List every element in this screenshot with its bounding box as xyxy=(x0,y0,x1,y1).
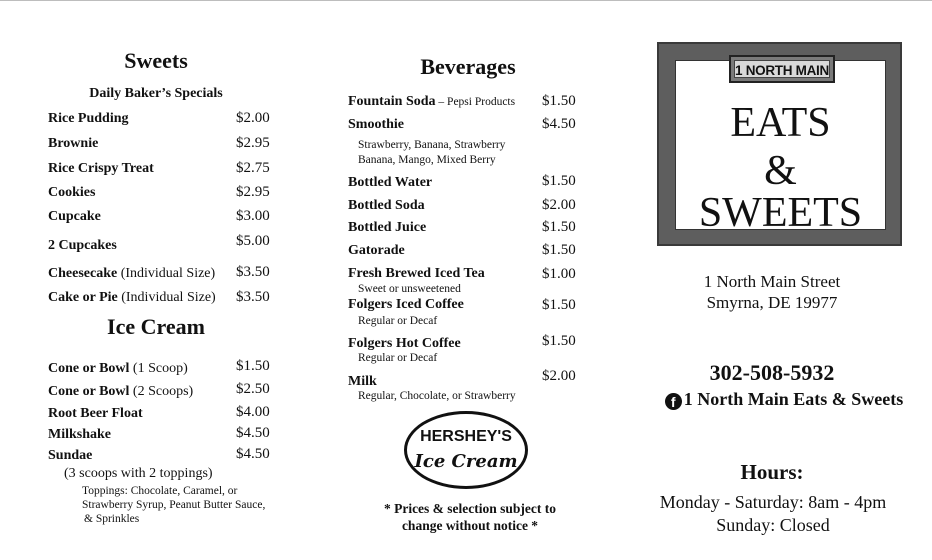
list-item: Cookies xyxy=(48,185,96,200)
list-item: Root Beer Float xyxy=(48,406,143,421)
list-item: Fountain Soda – Pepsi Products xyxy=(348,94,516,109)
list-item: Cake or Pie (Individual Size) xyxy=(48,290,216,305)
sign-word: SWEETS xyxy=(698,190,863,236)
list-item: Smoothie xyxy=(348,117,404,132)
sundae-detail: (3 scoops with 2 toppings) xyxy=(64,466,213,481)
price: $2.50 xyxy=(236,381,270,397)
disclaimer-line: * Prices & selection subject to xyxy=(383,501,557,516)
toppings-line: Strawberry Syrup, Peanut Butter Sauce, xyxy=(82,499,266,511)
price: $2.95 xyxy=(236,135,270,151)
price: $1.50 xyxy=(542,219,576,235)
hot-coffee-note: Regular or Decaf xyxy=(358,352,438,364)
beverages-heading: Beverages xyxy=(420,54,516,79)
list-item: Brownie xyxy=(48,136,99,151)
phone-number: 302-508-5932 xyxy=(709,360,835,385)
list-item: Gatorade xyxy=(348,243,405,258)
price: $1.50 xyxy=(542,333,576,349)
list-item: Cone or Bowl (1 Scoop) xyxy=(48,361,188,376)
hours-sunday: Sunday: Closed xyxy=(716,515,830,535)
price: $4.00 xyxy=(236,404,270,420)
price: $2.75 xyxy=(236,160,270,176)
hours-title: Hours: xyxy=(740,460,804,484)
sign-word: & xyxy=(764,148,797,194)
price: $5.00 xyxy=(236,233,270,249)
bakers-specials-subheading: Daily Baker’s Specials xyxy=(89,86,223,101)
price: $2.00 xyxy=(542,197,576,213)
iced-tea-note: Sweet or unsweetened xyxy=(358,283,461,295)
list-item: Bottled Soda xyxy=(348,198,425,213)
hersheys-ice-cream-logo xyxy=(404,411,528,489)
hours-weekdays: Monday - Saturday: 8am - 4pm xyxy=(659,492,887,512)
address-line: Smyrna, DE 19977 xyxy=(706,293,838,312)
list-item: Bottled Water xyxy=(348,175,433,190)
disclaimer-line: change without notice * xyxy=(401,518,539,533)
logo-brand: HERSHEY'S xyxy=(420,428,512,445)
list-item: Folgers Iced Coffee xyxy=(348,297,464,312)
price: $4.50 xyxy=(236,425,270,441)
list-item: Fresh Brewed Iced Tea xyxy=(348,266,485,281)
list-item: Milk xyxy=(348,374,377,389)
milk-note: Regular, Chocolate, or Strawberry xyxy=(358,390,516,402)
list-item: Rice Pudding xyxy=(48,111,129,126)
logo-sub: Ice Cream xyxy=(414,451,518,472)
list-item: Bottled Juice xyxy=(348,220,427,235)
price: $1.50 xyxy=(542,297,576,313)
list-item: Cupcake xyxy=(48,209,101,224)
price: $4.50 xyxy=(542,116,576,132)
price: $4.50 xyxy=(236,446,270,462)
price: $3.00 xyxy=(236,208,270,224)
price: $2.00 xyxy=(542,368,576,384)
address-line: 1 North Main Street xyxy=(703,272,841,291)
sign-word: EATS xyxy=(730,100,831,146)
ice-cream-heading: Ice Cream xyxy=(107,314,205,339)
smoothie-flavors: Banana, Mango, Mixed Berry xyxy=(358,154,496,166)
sweets-heading: Sweets xyxy=(124,48,188,73)
list-item: Folgers Hot Coffee xyxy=(348,336,461,351)
list-item: Cone or Bowl (2 Scoops) xyxy=(48,384,194,399)
price: $2.00 xyxy=(236,110,270,126)
list-item: Rice Crispy Treat xyxy=(48,161,154,176)
list-item: Cheesecake (Individual Size) xyxy=(48,266,216,281)
list-item: 2 Cupcakes xyxy=(48,238,117,253)
smoothie-flavors: Strawberry, Banana, Strawberry xyxy=(358,139,506,151)
price: $2.95 xyxy=(236,184,270,200)
facebook-line[interactable] xyxy=(644,389,924,410)
toppings-line: & Sprinkles xyxy=(84,513,140,525)
price: $1.00 xyxy=(542,266,576,282)
price: $3.50 xyxy=(236,264,270,280)
sign-plaque xyxy=(729,55,835,83)
list-item: Sundae xyxy=(48,448,93,463)
price: $1.50 xyxy=(542,242,576,258)
price: $3.50 xyxy=(236,289,270,305)
plaque-text: 1 NORTH MAIN xyxy=(734,60,830,78)
facebook-icon: f xyxy=(665,393,682,410)
sign-panel xyxy=(675,60,886,236)
price: $1.50 xyxy=(542,93,576,109)
price: $1.50 xyxy=(236,358,270,374)
price: $1.50 xyxy=(542,173,576,189)
facebook-page: 1 North Main Eats & Sweets xyxy=(683,389,904,409)
toppings-line: Toppings: Chocolate, Caramel, or xyxy=(82,485,238,497)
top-border xyxy=(0,0,932,1)
eats-and-sweets-sign xyxy=(657,42,902,246)
iced-coffee-note: Regular or Decaf xyxy=(358,315,438,327)
list-item: Milkshake xyxy=(48,427,112,442)
